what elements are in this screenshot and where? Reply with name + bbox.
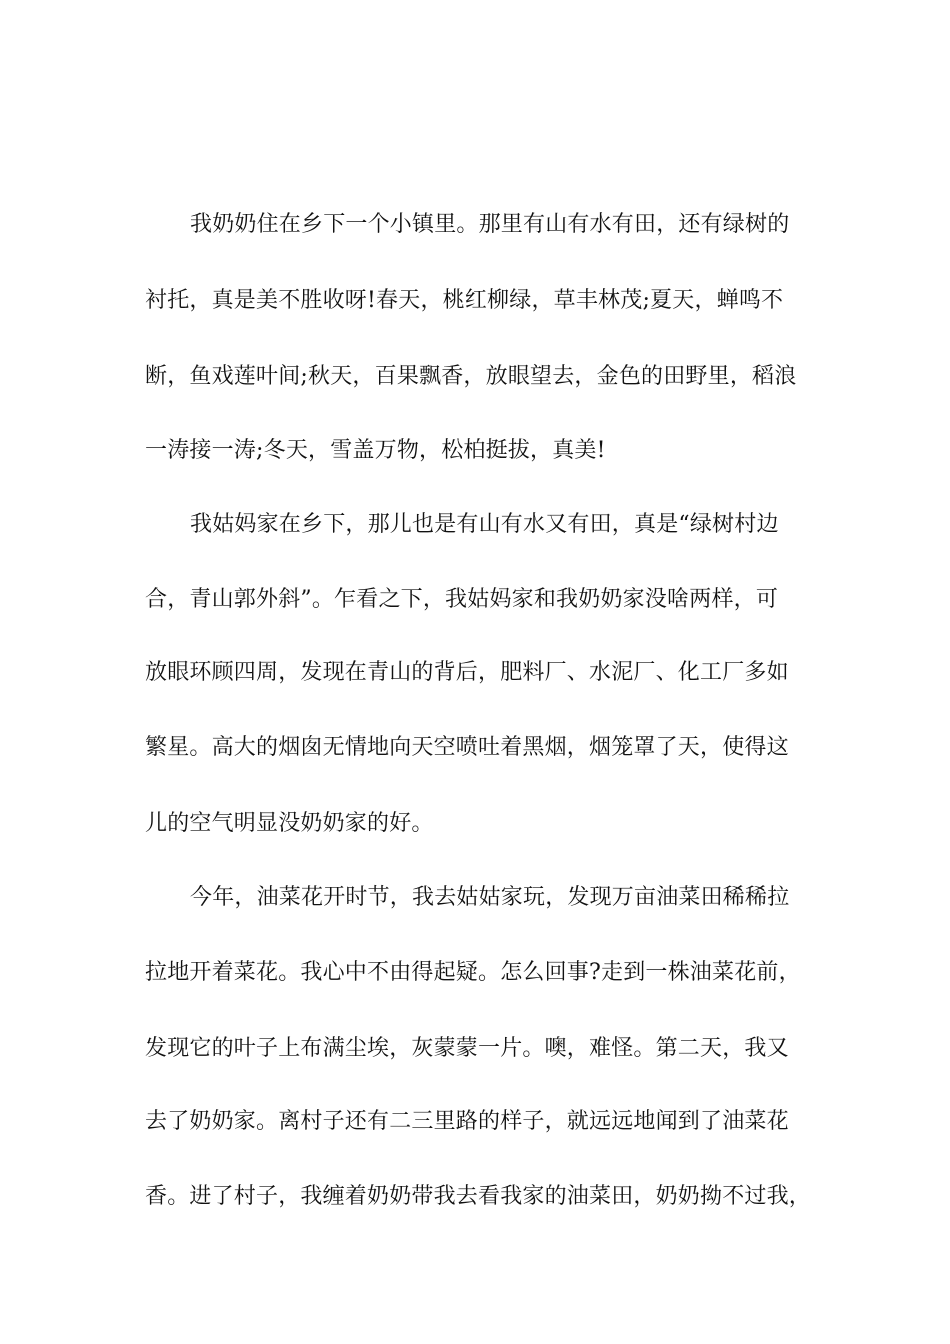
- text-line: 繁星。高大的烟囱无情地向天空喷吐着黑烟，烟笼罩了天，使得这: [145, 735, 789, 760]
- text-line: 去了奶奶家。离村子还有二三里路的样子，就远远地闻到了油菜花: [145, 1109, 789, 1134]
- text-line: 发现它的叶子上布满尘埃，灰蒙蒙一片。噢，难怪。第二天，我又: [145, 1036, 789, 1061]
- text-line: 我奶奶住在乡下一个小镇里。那里有山有水有田，还有绿树的: [190, 212, 790, 237]
- text-line: 今年，油菜花开时节，我去姑姑家玩，发现万亩油菜田稀稀拉: [190, 885, 790, 910]
- text-line: 衬托，真是美不胜收呀!春天，桃红柳绿，草丰林茂;夏天，蝉鸣不: [145, 288, 784, 313]
- text-line: 我姑妈家在乡下，那儿也是有山有水又有田，真是“绿树村边: [190, 512, 779, 537]
- text-line: 一涛接一涛;冬天，雪盖万物，松柏挺拔，真美!: [145, 438, 606, 463]
- text-line: 拉地开着菜花。我心中不由得起疑。怎么回事?走到一株油菜花前，: [145, 960, 801, 985]
- text-line: 断，鱼戏莲叶间;秋天，百果飘香，放眼望去，金色的田野里，稻浪: [145, 364, 797, 389]
- text-line: 儿的空气明显没奶奶家的好。: [145, 811, 434, 836]
- text-line: 合，青山郭外斜”。乍看之下，我姑妈家和我奶奶家没啥两样，可: [145, 587, 779, 612]
- text-line: 香。进了村子，我缠着奶奶带我去看我家的油菜田，奶奶拗不过我，: [145, 1184, 812, 1209]
- text-line: 放眼环顾四周，发现在青山的背后，肥料厂、水泥厂、化工厂多如: [145, 660, 789, 685]
